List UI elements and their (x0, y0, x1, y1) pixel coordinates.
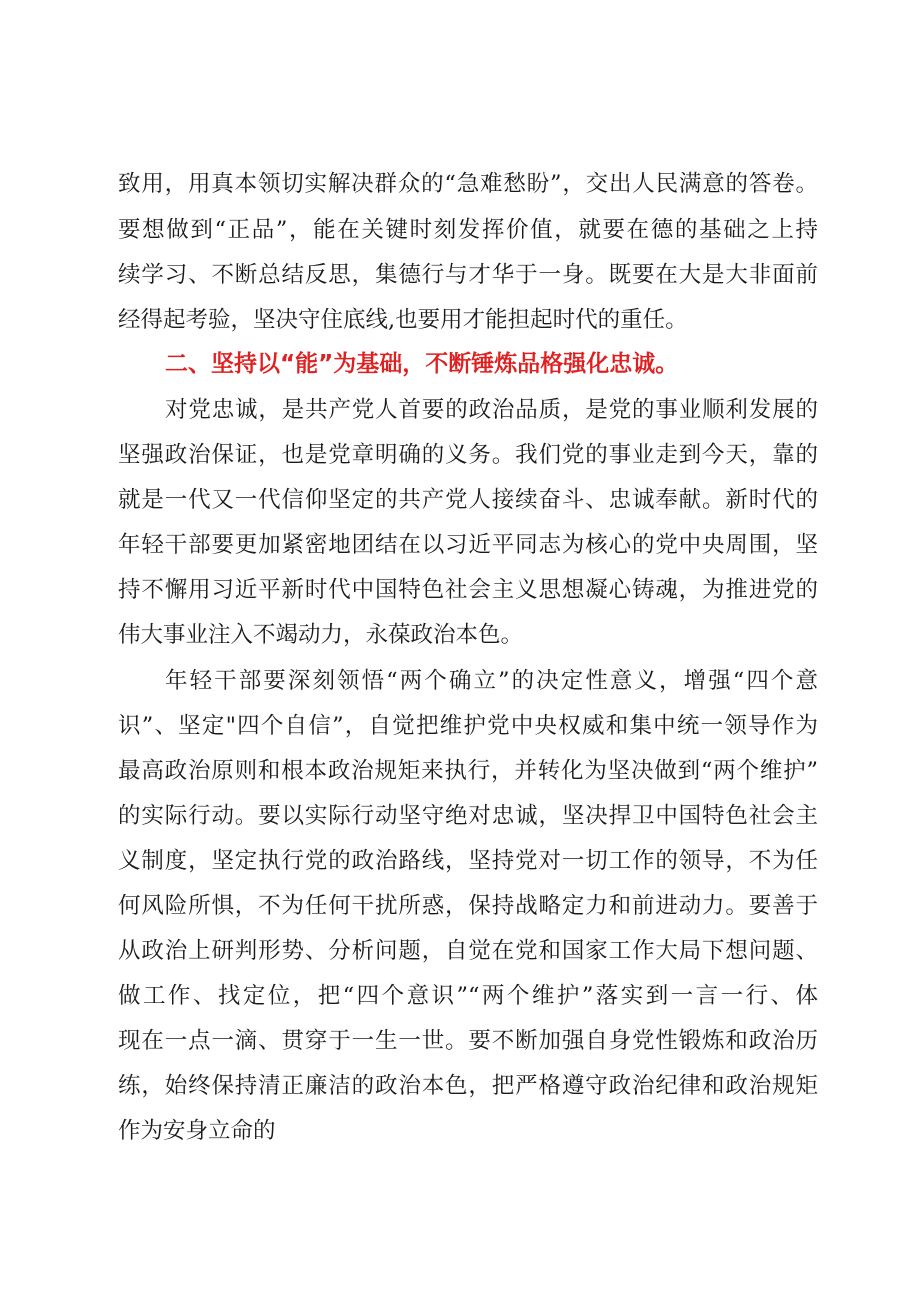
text-line: 年轻干部要深刻领悟“两个确立”的决定性意义，增强“四个意 (165, 668, 818, 694)
text-line: 年轻干部要更加紧密地团结在以习近平同志为核心的党中央周围，坚 (118, 532, 818, 558)
text-line: 伟大事业注入不竭动力，永葆政治本色。 (118, 622, 524, 648)
text-line: 识”、坚定"四个自信”，自觉把维护党中央权威和集中统一领导作为 (118, 713, 818, 739)
text-line: 最高政治原则和根本政治规矩来执行，并转化为坚决做到“两个维护” (118, 758, 818, 784)
text-line: 练，始终保持清正廉洁的政治本色，把严格遵守政治纪律和政治规矩 (118, 1073, 818, 1099)
text-line: 致用，用真本领切实解决群众的“急难愁盼”，交出人民满意的答卷。 (118, 171, 818, 197)
text-line: 义制度，坚定执行党的政治路线，坚持党对一切工作的领导，不为任 (118, 848, 818, 874)
text-line: 的实际行动。要以实际行动坚守绝对忠诚，坚决捍卫中国特色社会主 (118, 803, 818, 829)
text-line: 要想做到“正品”，能在关键时刻发挥价值，就要在德的基础之上持 (118, 217, 818, 243)
text-line: 就是一代又一代信仰坚定的共产党人接续奋斗、忠诚奉献。新时代的 (118, 487, 818, 513)
text-line: 持不懈用习近平新时代中国特色社会主义思想凝心铸魂，为推进党的 (118, 577, 818, 603)
text-line: 续学习、不断总结反思，集德行与才华于一身。既要在大是大非面前 (118, 262, 818, 288)
section-heading: 二、坚持以“能”为基础，不断锤炼品格强化忠诚。 (165, 351, 679, 377)
text-line: 经得起考验，坚决守住底线,也要用才能担起时代的重任。 (118, 307, 688, 333)
text-line: 作为安身立命的 (118, 1118, 276, 1144)
text-line: 从政治上研判形势、分析问题，自觉在党和国家工作大局下想问题、 (118, 938, 818, 964)
text-line: 对党忠诚，是共产党人首要的政治品质，是党的事业顺利发展的 (165, 397, 818, 423)
text-line: 做工作、找定位，把“四个意识”“两个维护”落实到一言一行、体 (118, 983, 818, 1009)
text-line: 现在一点一滴、贯穿于一生一世。要不断加强自身党性锻炼和政治历 (118, 1028, 818, 1054)
text-line: 坚强政治保证，也是党章明确的义务。我们党的事业走到今天，靠的 (118, 442, 818, 468)
text-line: 何风险所惧，不为任何干扰所惑，保持战略定力和前进动力。要善于 (118, 893, 818, 919)
